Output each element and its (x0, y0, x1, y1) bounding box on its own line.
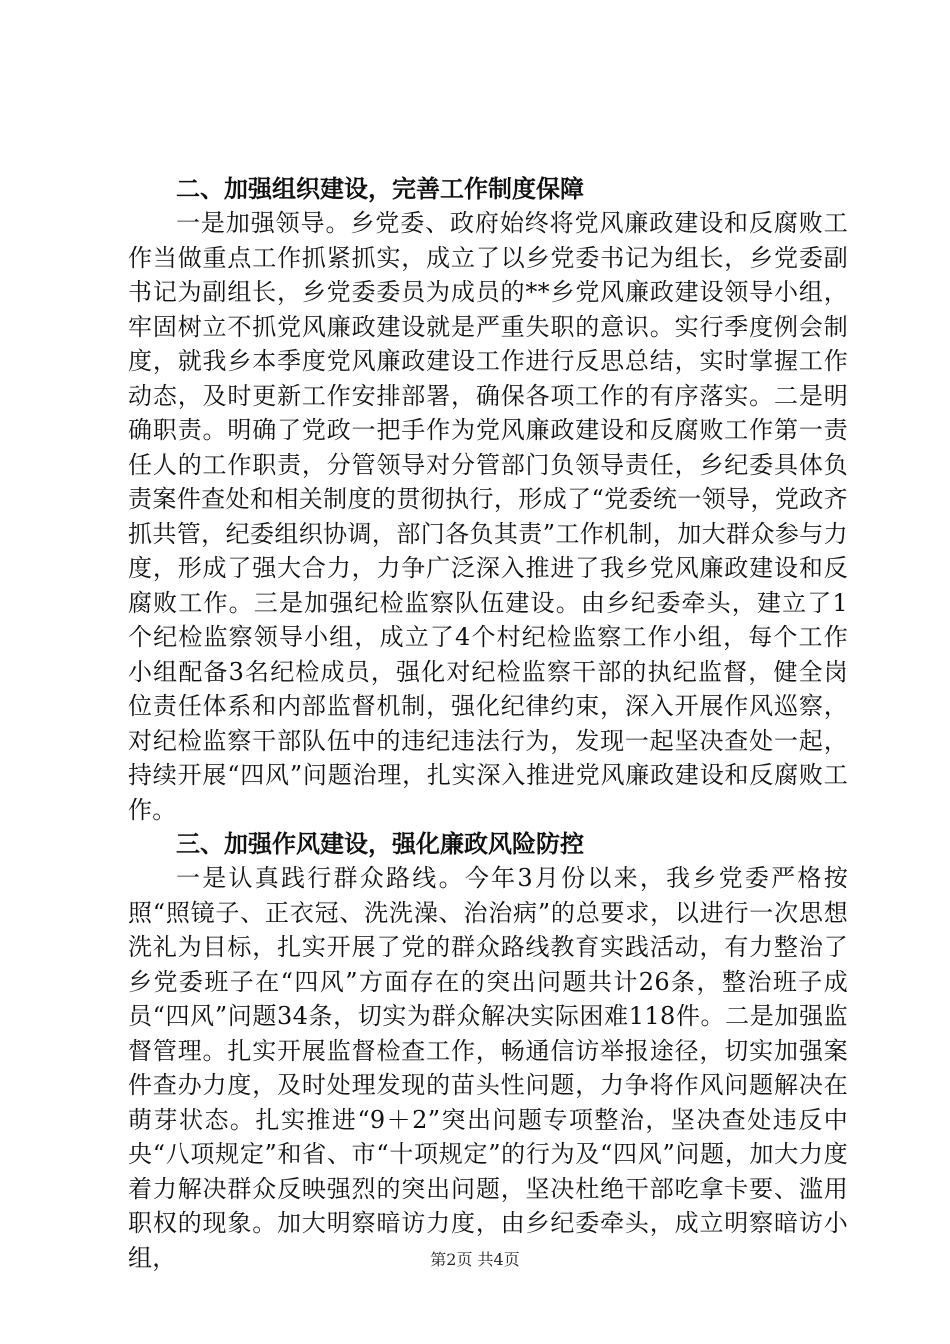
document-body (128, 172, 848, 1275)
page-number-footer: 第2页 共4页 (430, 1250, 520, 1269)
section-3-paragraph: 一是认真践行群众路线。今年3月份以来，我乡党委严格按照“照镜子、正衣冠、洗洗澡、治治病”的总要求，以进行一次思想洗礼为目标，扎实开展了党的群众路线教育实践活动，有力整治了乡党委班子在“四风”方面存在的突出问题共计26条，整治班子成员“四风”问题34条，切实为群众解决实际困难118件。二是加强监督管理。扎实开展监督检查工作，畅通信访举报途径，切实加强案件查办力度，及时处理发现的苗头性问题，力争将作风问题解决在萌芽状态。扎实推进“9＋2”突出问题专项整治，坚决查处违反中央“八项规定”和省、市“十项规定”的行为及“四风”问题，加大力度着力解决群众反映强烈的突出问题，坚决杜绝干部吃拿卡要、滥用职权的现象。加大明察暗访力度，由乡纪委牵头，成立明察暗访小组， (128, 864, 848, 1272)
section-2-paragraph: 一是加强领导。乡党委、政府始终将党风廉政建设和反腐败工作当做重点工作抓紧抓实，成立了以乡党委书记为组长，乡党委副书记为副组长，乡党委委员为成员的**乡党风廉政建设领导小组，牢固树立不抓党风廉政建设就是严重失职的意识。实行季度例会制度，就我乡本季度党风廉政建设工作进行反思总结，实时掌握工作动态，及时更新工作安排部署，确保各项工作的有序落实。二是明确职责。明确了党政一把手作为党风廉政建设和反腐败工作第一责任人的工作职责，分管领导对分管部门负领导责任，乡纪委具体负责案件查处和相关制度的贯彻执行，形成了“党委统一领导，党政齐抓共管，纪委组织协调，部门各负其责”工作机制，加大群众参与力度，形成了强大合力，力争广泛深入推进了我乡党风廉政建设和反腐败工作。三是加强纪检监察队伍建设。由乡纪委牵头，建立了1个纪检监察领导小组，成立了4个村纪检监察工作小组，每个工作小组配备3名纪检成员，强化对纪检监察干部的执纪监督，健全岗位责任体系和内部监督机制，强化纪律约束，深入开展作风巡察，对纪检监察干部队伍中的违纪违法行为，发现一起坚决查处一起，持续开展“四风”问题治理，扎实深入推进党风廉政建设和反腐败工作。 (128, 209, 848, 824)
section-3-heading: 三、加强作风建设，强化廉政风险防控 (176, 830, 584, 858)
section-2-heading: 二、加强组织建设，完善工作制度保障 (176, 175, 584, 203)
